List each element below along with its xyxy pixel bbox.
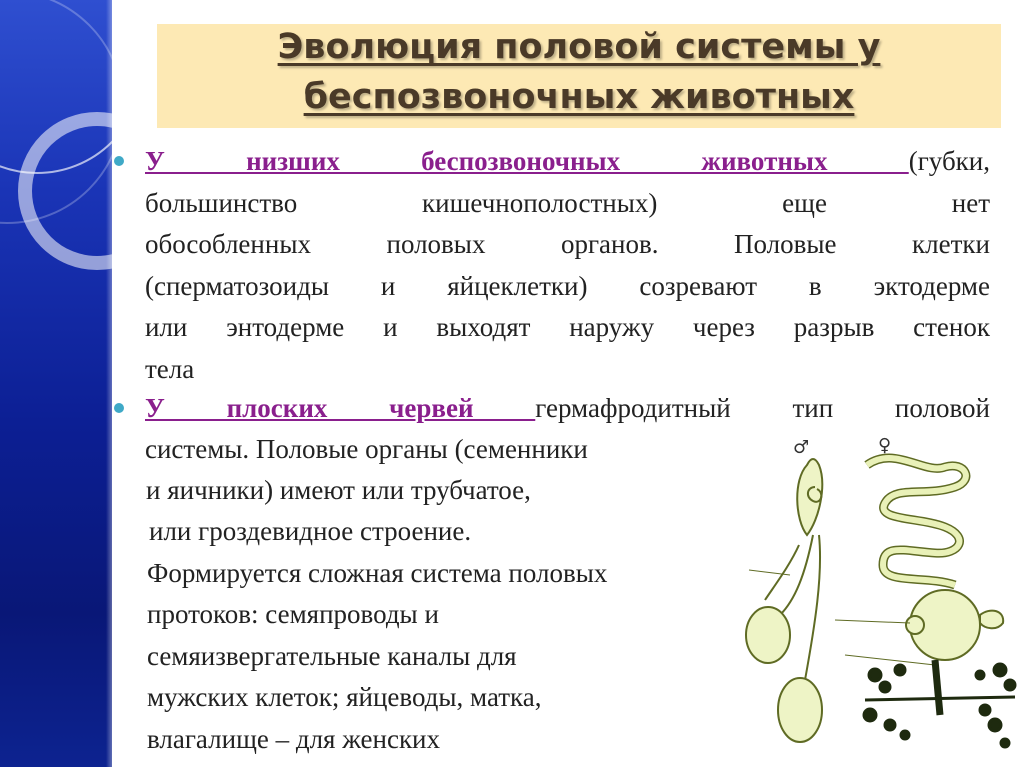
bullet-1-highlight: У низших беспозвоночных животных (145, 146, 909, 176)
bullet-2-line-3 (146, 470, 531, 512)
bullet-1-line-1 (145, 141, 990, 183)
title-line-2: беспозвоночных животных (303, 77, 855, 117)
bullet-2-line-5 (147, 553, 607, 595)
bullet-2-highlight: У плоских червей (145, 393, 536, 423)
bullet-2-line-8 (147, 677, 541, 719)
bullet-dot (114, 156, 124, 166)
bullet-1-line-2: большинство кишечнополостных) еще нет (145, 187, 990, 218)
female-symbol: ♀ (878, 435, 892, 456)
bullet-1-paragraph (145, 141, 990, 390)
bullet-2-line-7 (147, 636, 517, 678)
bullet-2-line-1 (145, 388, 990, 430)
yolk-glands (864, 660, 1015, 747)
text-line: семяизвергательные каналы для (147, 641, 517, 671)
text-line: Формируется сложная система половых (147, 558, 608, 588)
bullet-1-line-3: обособленных половых органов. Половые клетки (145, 229, 990, 259)
bullet-2-line-4 (149, 511, 471, 553)
text-line: протоков: семяпроводы и (147, 599, 439, 629)
bullet-2-line-9 (147, 719, 440, 761)
bullet-2-line-1-text: гермафродитный тип половой (535, 393, 990, 423)
title-line-1: Эволюция половой системы у (277, 27, 881, 67)
text-line: мужских клеток; яйцеводы, матка, (147, 682, 542, 712)
decorative-sidebar (0, 0, 112, 767)
text-line: и яичники) имеют или трубчатое, (146, 475, 531, 505)
bullet-1-line-6: тела (145, 353, 195, 384)
bullet-1-line-4: (сперматозоиды и яйцеклетки) созревают в эктодерме (145, 270, 990, 301)
male-organs (746, 459, 822, 742)
bullet-1-line-1-text: (губки, (908, 146, 990, 176)
text-line: или гроздевидное строение. (149, 516, 472, 546)
bullet-2-line-6 (147, 594, 439, 636)
bullet-dot (114, 403, 124, 413)
male-symbol: ♂ (793, 437, 810, 458)
slide-title (157, 22, 1001, 122)
female-organs (835, 458, 1003, 665)
bullet-2-line-2 (145, 429, 588, 471)
bullet-2-first-line (145, 388, 990, 430)
bullet-1-line-5: или энтодерме и выходят наружу через разрыв стенок (145, 312, 990, 342)
text-line: влагалище – для женских (147, 724, 441, 754)
flatworm-reproductive-system-illustration (735, 425, 1024, 767)
text-line: системы. Половые органы (семенники (145, 434, 588, 464)
